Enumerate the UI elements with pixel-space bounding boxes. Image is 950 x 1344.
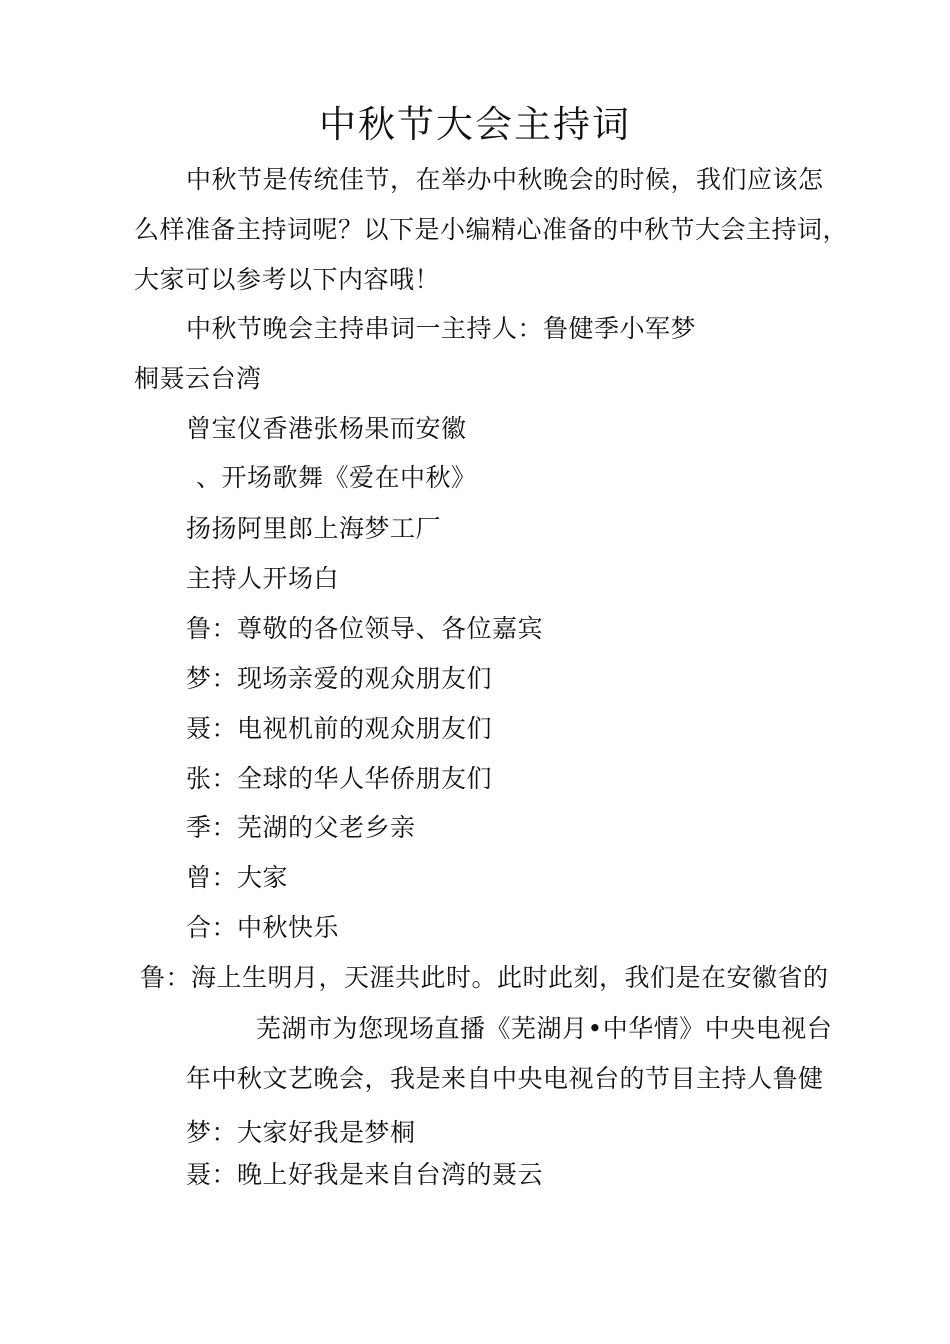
hosts-line-1: 中秋节晚会主持串词一主持人：鲁健季小军梦	[186, 314, 697, 343]
program-item-host-opening: 主持人开场白	[186, 564, 340, 593]
speech-line-1: 鲁：海上生明月，天涯共此时。此时此刻，我们是在安徽省的	[140, 963, 829, 992]
closing-line-1: 梦：大家好我是梦桐	[186, 1118, 416, 1147]
dialogue-line-3: 聂：电视机前的观众朋友们	[186, 714, 493, 743]
dialogue-line-4: 张：全球的华人华侨朋友们	[186, 764, 493, 793]
intro-line-3: 大家可以参考以下内容哦！	[134, 265, 441, 294]
dialogue-line-5: 季：芜湖的父老乡亲	[186, 813, 416, 842]
hosts-line-3: 曾宝仪香港张杨果而安徽	[186, 414, 467, 443]
document-title: 中秋节大会主持词	[319, 103, 631, 146]
program-item-performers: 扬扬阿里郎上海梦工厂	[186, 514, 442, 543]
intro-line-1: 中秋节是传统佳节，在举办中秋晚会的时候，我们应该怎	[186, 165, 824, 194]
dialogue-line-6: 曾：大家	[186, 863, 289, 892]
closing-line-2: 聂：晚上好我是来自台湾的聂云	[186, 1160, 544, 1189]
intro-line-2: 么样准备主持词呢？以下是小编精心准备的中秋节大会主持词，	[134, 215, 849, 244]
dialogue-line-2: 梦：现场亲爱的观众朋友们	[186, 664, 493, 693]
dialogue-line-7: 合：中秋快乐	[186, 913, 340, 942]
dialogue-line-1: 鲁：尊敬的各位领导、各位嘉宾	[186, 614, 544, 643]
speech-line-2: 芜湖市为您现场直播《芜湖月•中华情》中央电视台	[256, 1014, 833, 1043]
hosts-line-2: 桐聂云台湾	[134, 364, 262, 393]
program-item-opening-dance: 、开场歌舞《爱在中秋》	[196, 463, 477, 492]
speech-line-3: 年中秋文艺晚会，我是来自中央电视台的节目主持人鲁健	[186, 1064, 824, 1093]
